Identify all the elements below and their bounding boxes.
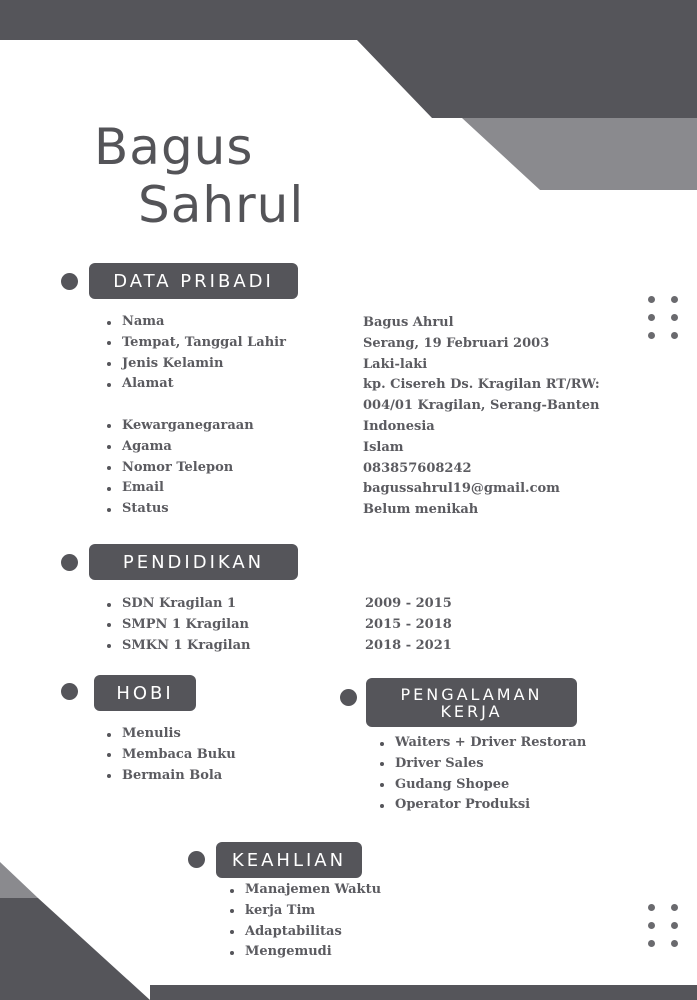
section-title-pendidikan: PENDIDIKAN [89,544,298,580]
school-year: 2018 - 2021 [365,637,452,653]
section-dot-keahlian [188,851,205,868]
pengalaman-item: Operator Produksi [380,795,586,816]
school-item: SMPN 1 Kragilan [107,615,250,636]
section-title-pengalaman [366,678,577,727]
keahlian-item: Adaptabilitas [230,922,381,943]
section-dot-pengalaman [340,689,357,706]
label-email: Email [107,478,286,499]
pengalaman-item: Waiters + Driver Restoran [380,733,586,754]
label-ttl: Tempat, Tanggal Lahir [107,333,286,354]
value-kewarganegaraan: Indonesia [363,418,435,434]
section-dot-data-pribadi [61,273,78,290]
name-last: Sahrul [138,176,305,234]
school-year: 2015 - 2018 [365,616,452,632]
label-nomor-telepon: Nomor Telepon [107,458,286,479]
decorative-dots-top [648,296,678,339]
label-agama: Agama [107,437,286,458]
pengalaman-title-line2: KERJA [440,701,503,721]
label-nama: Nama [107,312,286,333]
section-dot-hobi [61,683,78,700]
hobi-list [107,724,236,786]
label-kewarganegaraan: Kewarganegaraan [107,416,286,437]
value-agama: Islam [363,439,404,455]
school-year: 2009 - 2015 [365,596,452,611]
hobi-item: Membaca Buku [107,745,236,766]
section-dot-pendidikan [61,554,78,571]
data-pribadi-values [363,313,600,521]
section-title-hobi: HOBI [94,675,196,711]
label-status: Status [107,499,286,520]
keahlian-item: kerja Tim [230,901,381,922]
pendidikan-years [365,594,452,656]
pendidikan-schools [107,594,250,656]
name-first: Bagus [94,118,254,176]
bottom-dark-band [0,898,150,1000]
value-alamat-2: 004/01 Kragilan, Serang-Banten [363,398,600,414]
hobi-item: Menulis [107,724,236,745]
keahlian-item: Manajemen Waktu [230,880,381,901]
value-status: Belum menikah [363,502,479,518]
school-item: SMKN 1 Kragilan [107,636,250,657]
section-title-data-pribadi: DATA PRIBADI [89,263,298,299]
keahlian-list [230,880,381,963]
top-grey-band [462,118,697,190]
pengalaman-item: Gudang Shopee [380,775,586,796]
pengalaman-title-line1: PENGALAMAN [400,684,543,704]
pengalaman-list [380,733,586,816]
label-spacer [107,395,286,416]
value-nomor-telepon: 083857608242 [363,460,472,476]
value-nama: Bagus Ahrul [363,315,454,330]
top-dark-band [0,0,697,118]
keahlian-item: Mengemudi [230,942,381,963]
label-jenis-kelamin: Jenis Kelamin [107,354,286,375]
school-item: SDN Kragilan 1 [107,594,250,615]
data-pribadi-labels [107,312,286,520]
label-alamat: Alamat [107,374,286,395]
value-jenis-kelamin: Laki-laki [363,356,428,372]
pengalaman-item: Driver Sales [380,754,586,775]
bottom-grey-triangle [0,862,38,898]
hobi-item: Bermain Bola [107,766,236,787]
value-ttl: Serang, 19 Februari 2003 [363,335,550,351]
section-title-keahlian: KEAHLIAN [216,842,362,878]
value-email: bagussahrul19@gmail.com [363,481,560,497]
bottom-dark-strip [150,985,697,1000]
value-alamat-1: kp. Cisereh Ds. Kragilan RT/RW: [363,377,600,393]
decorative-dots-bottom [648,904,678,947]
